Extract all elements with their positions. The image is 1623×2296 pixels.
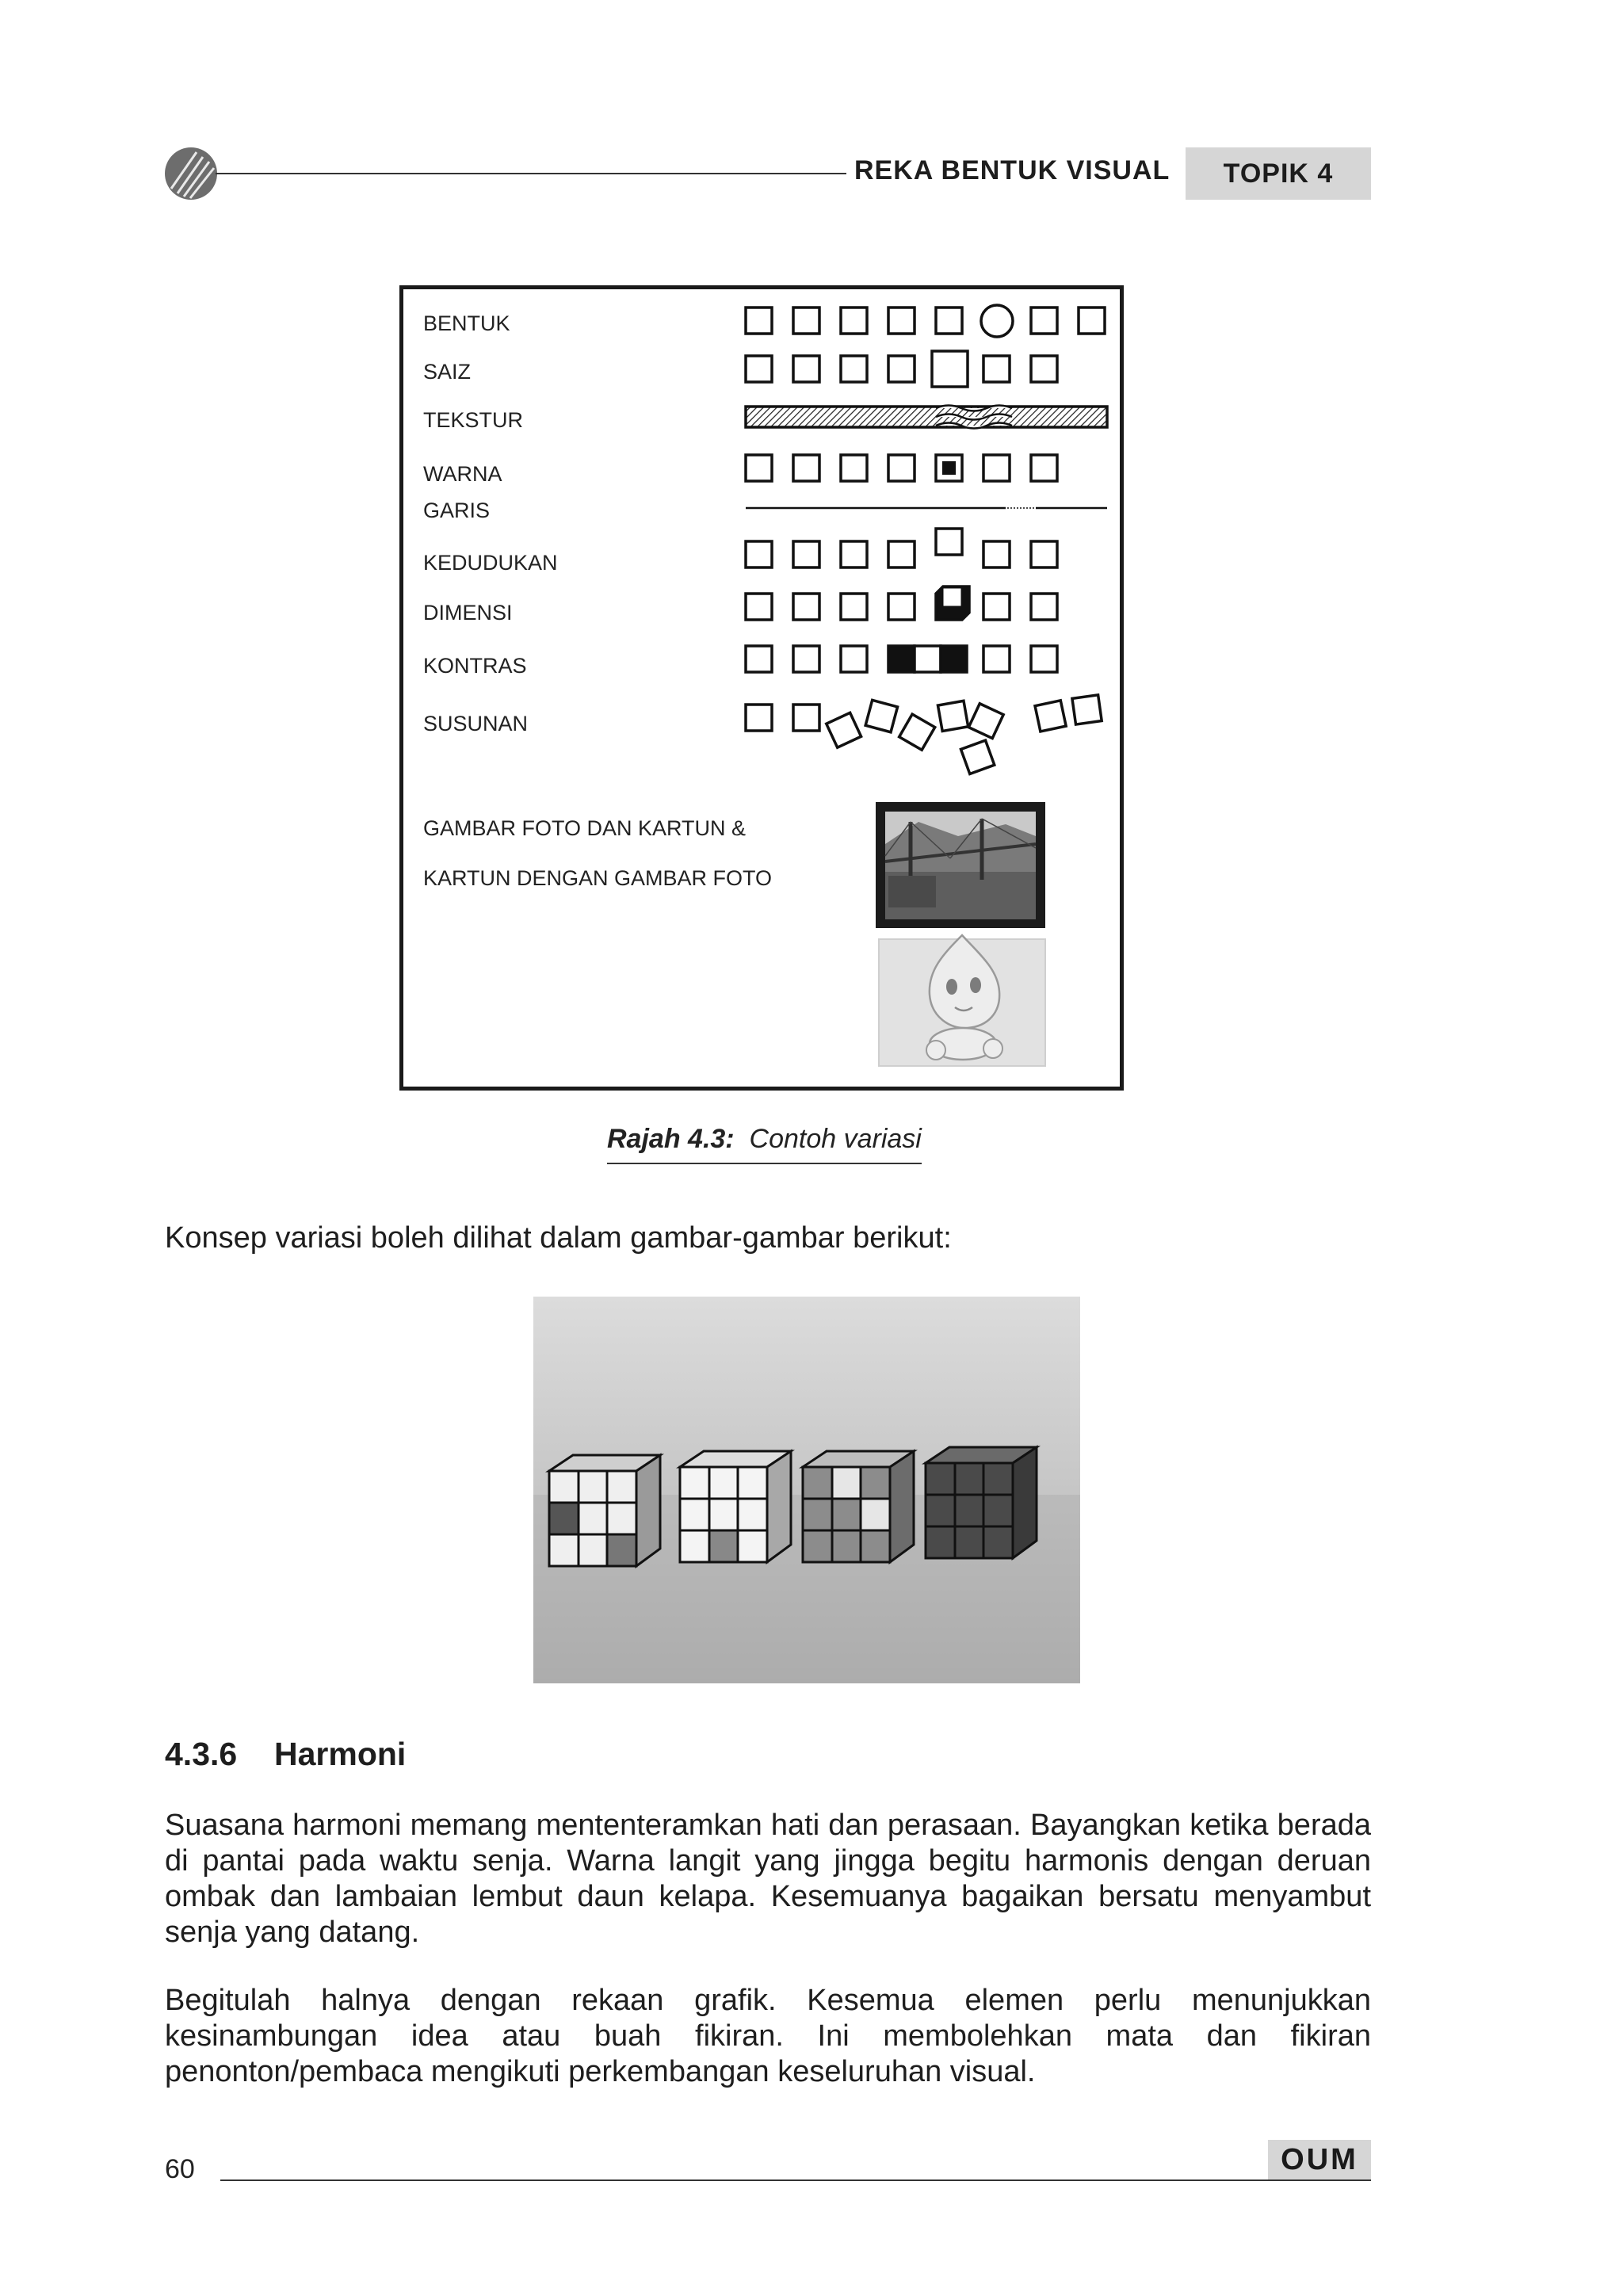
- photo-label-line2: KARTUN DENGAN GAMBAR FOTO: [423, 866, 773, 890]
- shape-row-susunan: [746, 695, 1102, 774]
- cube-1: [549, 1455, 660, 1566]
- row-label-kontras: KONTRAS: [423, 654, 527, 678]
- body-paragraph-2: Begitulah halnya dengan rekaan grafik. Kesemua elemen perlu menunjukkan kesinambungan idea atau buah fikiran. Ini membolehkan mata dan fikiran penonton/pembaca mengikuti perkembangan keseluruhan visual.: [165, 1984, 1371, 2088]
- variation-shapes: [403, 289, 1120, 1087]
- shape-row-tekstur: [746, 406, 1107, 429]
- photo-label-line1: GAMBAR FOTO DAN KARTUN &: [423, 816, 747, 840]
- row-label-tekstur: TEKSTUR: [423, 408, 524, 432]
- cube-2: [680, 1451, 791, 1562]
- intro-text: Konsep variasi boleh dilihat dalam gambar-gambar berikut:: [165, 1221, 952, 1255]
- footer-brand: OUM: [1268, 2140, 1371, 2179]
- bridge-photo: [876, 802, 1045, 928]
- oum-logo-icon: [165, 147, 217, 200]
- footer-rule: [220, 2179, 1371, 2181]
- shape-row-warna: [746, 455, 1057, 481]
- header-title: REKA BENTUK VISUAL: [854, 155, 1170, 185]
- body-paragraph-1: Suasana harmoni memang mententeramkan hati dan perasaan. Bayangkan ketika berada di pantai pada waktu senja. Warna langit yang jingga begitu harmonis dengan deruan ombak dan lambaian lembut daun kelapa. Kesemuanya bagaikan bersatu menyambut senja yang datang.: [165, 1809, 1371, 1949]
- section-title: Harmoni: [274, 1736, 407, 1772]
- rubiks-cubes-photo: [533, 1297, 1080, 1683]
- section-heading: [165, 1736, 406, 1773]
- shape-row-dimensi: [746, 586, 1057, 620]
- cube-4: [926, 1447, 1037, 1558]
- caption-label: Rajah 4.3:: [607, 1124, 735, 1154]
- row-label-warna: WARNA: [423, 462, 502, 486]
- topic-badge: TOPIK 4: [1186, 147, 1371, 200]
- row-label-bentuk: BENTUK: [423, 311, 510, 335]
- page-number: 60: [165, 2154, 195, 2184]
- row-label-saiz: SAIZ: [423, 360, 472, 384]
- row-label-susunan: SUSUNAN: [423, 712, 529, 735]
- figure-caption: [607, 1124, 922, 1164]
- row-label-kedudukan: KEDUDUKAN: [423, 551, 558, 575]
- row-label-dimensi: DIMENSI: [423, 601, 513, 625]
- caption-text: Contoh variasi: [749, 1124, 922, 1154]
- section-number: 4.3.6: [165, 1736, 238, 1772]
- row-label-garis: GARIS: [423, 499, 491, 522]
- shape-row-saiz: [746, 351, 1057, 387]
- shape-row-kontras: [746, 646, 1057, 672]
- shape-row-bentuk: [746, 305, 1105, 337]
- cartoon-photo: [879, 935, 1045, 1066]
- shape-row-kedudukan: [746, 529, 1057, 567]
- cube-3: [803, 1451, 914, 1562]
- header-rule: [216, 173, 846, 174]
- variation-figure: [399, 285, 1124, 1091]
